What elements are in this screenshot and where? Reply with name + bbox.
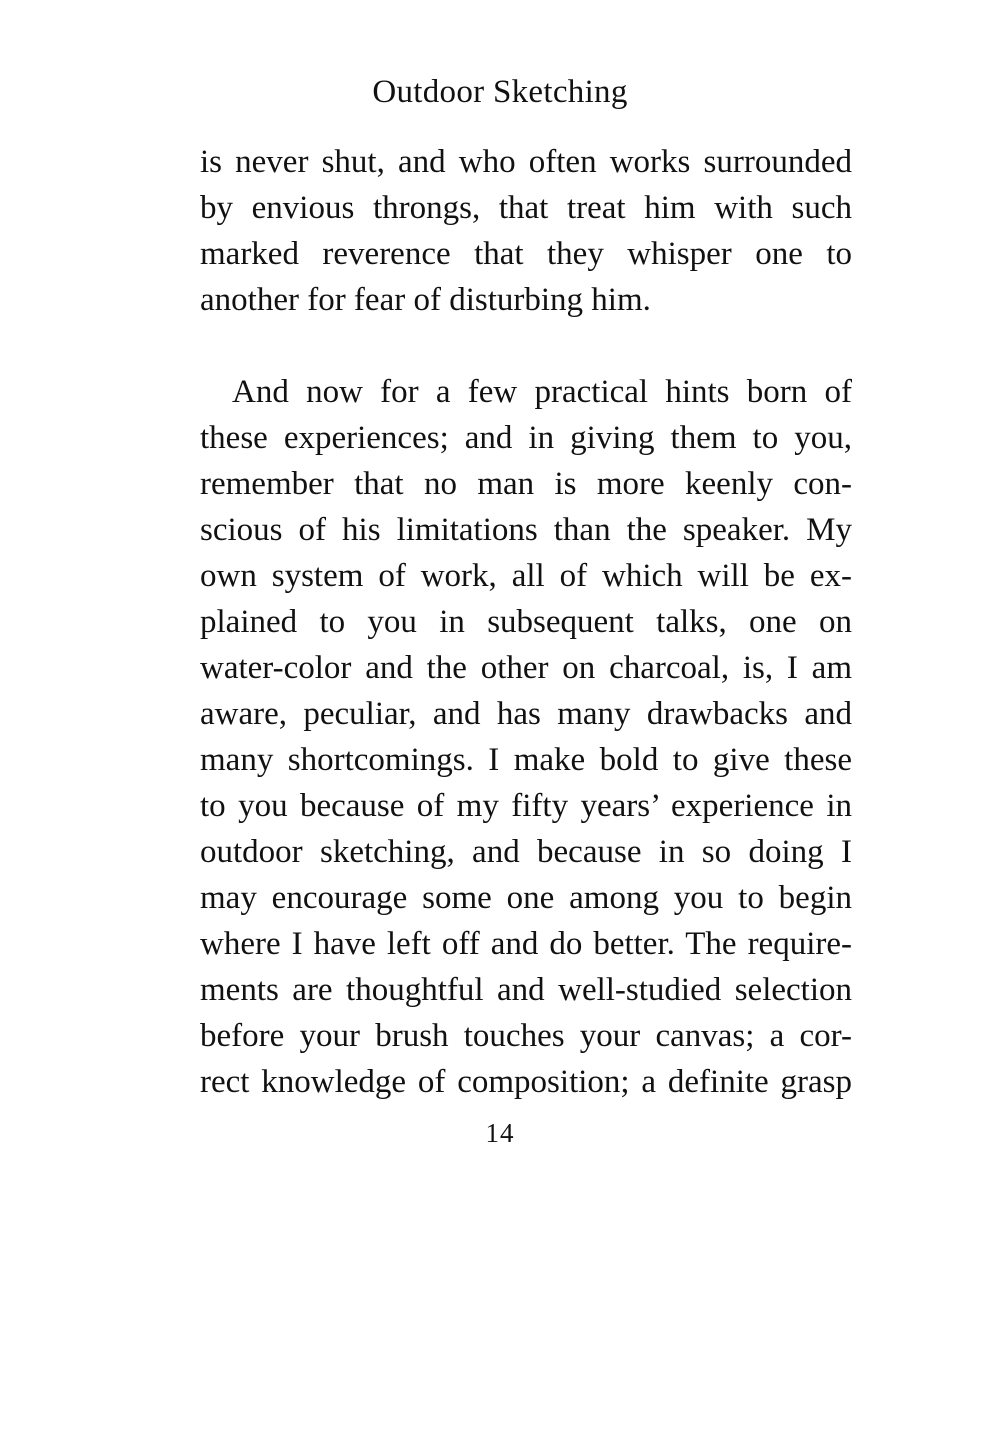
paragraph-practical-hints xyxy=(200,369,852,1105)
text-line: where I have left off and do better. The require- xyxy=(200,926,852,962)
text-line: another for fear of disturbing him. xyxy=(200,282,651,318)
text-line: own system of work, all of which will be ex- xyxy=(200,558,852,594)
running-head: Outdoor Sketching xyxy=(372,74,628,110)
text-line: outdoor sketching, and because in so doing I xyxy=(200,834,852,870)
text-line: is never shut, and who often works surrounded xyxy=(200,144,852,180)
text-line: And now for a few practical hints born of xyxy=(232,374,852,410)
text-line: remember that no man is more keenly con- xyxy=(200,466,852,502)
text-line: may encourage some one among you to begin xyxy=(200,880,852,916)
text-line: before your brush touches your canvas; a cor- xyxy=(200,1018,852,1054)
text-line: rect knowledge of composition; a definite grasp xyxy=(200,1064,852,1100)
text-line: these experiences; and in giving them to you, xyxy=(200,420,852,456)
text-line: plained to you in subsequent talks, one on xyxy=(200,604,852,640)
text-line: many shortcomings. I make bold to give these xyxy=(200,742,852,778)
page-number: 14 xyxy=(485,1118,515,1148)
text-line: to you because of my fifty years’ experience in xyxy=(200,788,852,824)
text-line: ments are thoughtful and well-studied selection xyxy=(200,972,852,1008)
text-line: aware, peculiar, and has many drawbacks and xyxy=(200,696,852,732)
paragraph-continued xyxy=(200,139,852,323)
text-line: water-color and the other on charcoal, is, I am xyxy=(200,650,852,686)
text-line: by envious throngs, that treat him with such xyxy=(200,190,852,226)
text-line: marked reverence that they whisper one to xyxy=(200,236,852,272)
text-line: scious of his limitations than the speaker. My xyxy=(200,512,852,548)
